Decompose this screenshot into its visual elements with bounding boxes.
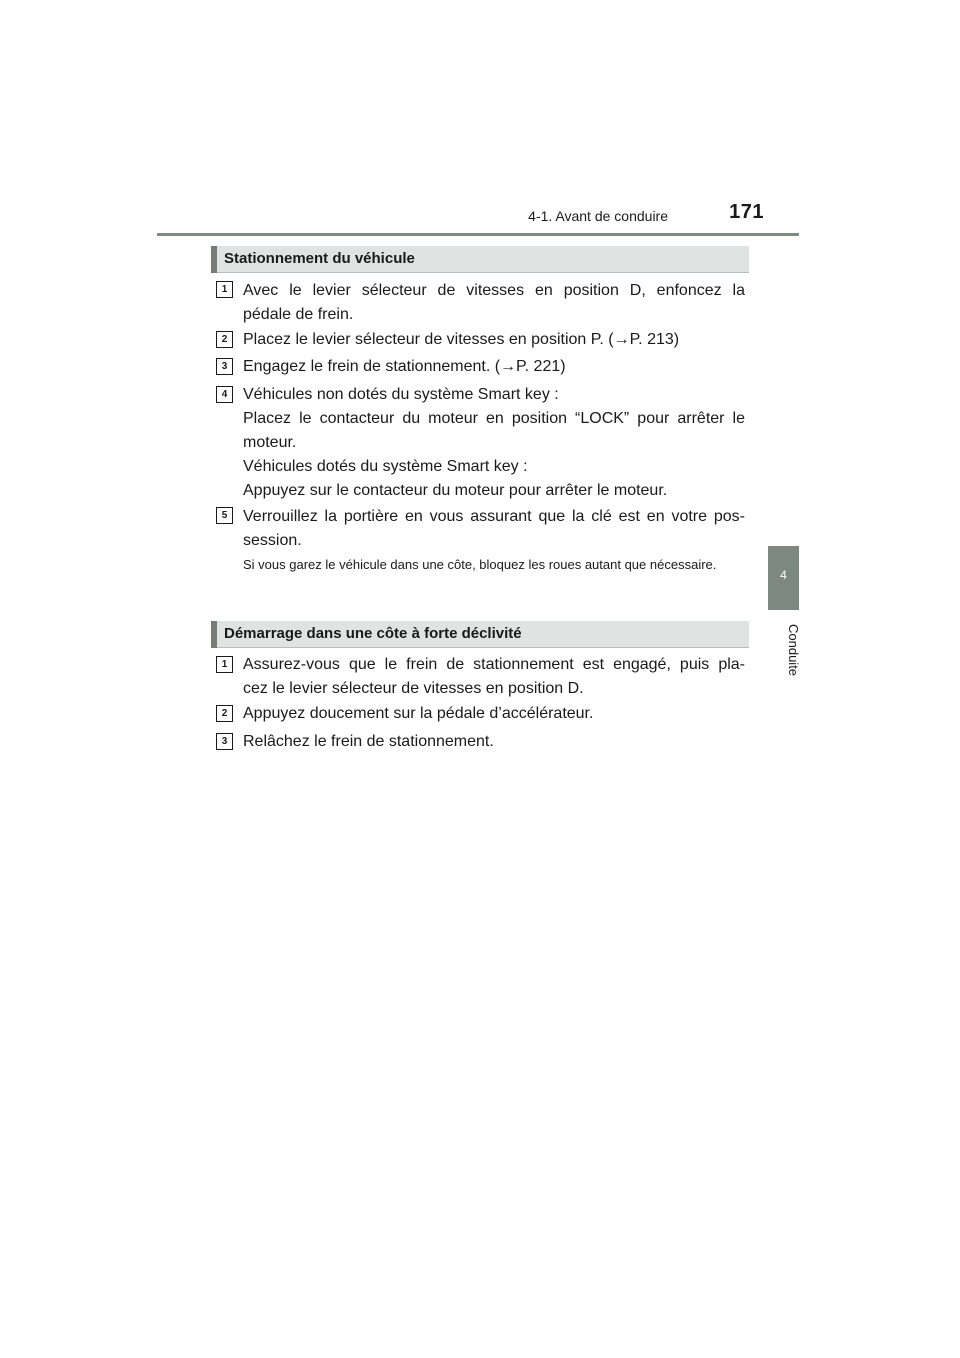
- step-line: Placez le contacteur du moteur en position “LOCK” pour arrêter le: [243, 410, 745, 427]
- page-number: 171: [729, 201, 764, 223]
- step-line: Verrouillez la portière en vous assurant que la clé est en votre pos-: [243, 508, 745, 525]
- step-text: [243, 505, 745, 553]
- chapter-tab: [768, 546, 799, 610]
- step-line: Appuyez sur le contacteur du moteur pour arrêter le moteur.: [243, 482, 668, 499]
- header-section-label: 4-1. Avant de conduire: [528, 208, 668, 224]
- section-heading-bar: [211, 621, 217, 648]
- note-line: nécessaire.: [649, 557, 717, 572]
- step-line: Avec le levier sélecteur de vitesses en position D, enfoncez la: [243, 282, 745, 299]
- step-line: session.: [243, 532, 302, 549]
- step-line: cez le levier sélecteur de vitesses en position D.: [243, 680, 584, 697]
- note-line: Si vous garez le véhicule dans une côte, bloquez les roues autant que: [243, 557, 647, 572]
- step-number-box: 1: [216, 281, 233, 298]
- step-text: [243, 730, 745, 754]
- page-header: [0, 0, 960, 240]
- step-line: pédale de frein.: [243, 306, 354, 323]
- section-title: Stationnement du véhicule: [224, 250, 415, 267]
- step-line: Appuyez doucement sur la pédale d’accélérateur.: [243, 705, 594, 722]
- section-heading-bar: [211, 246, 217, 273]
- step-number-box: 2: [216, 705, 233, 722]
- header-rule: [157, 233, 799, 236]
- step-number-box: 1: [216, 656, 233, 673]
- step-line: Véhicules non dotés du système Smart key :: [243, 386, 559, 403]
- step-text: [243, 702, 745, 726]
- step-text: [243, 355, 745, 379]
- step-line: Placez le levier sélecteur de vitesses en position P. (→P. 213): [243, 331, 680, 348]
- chapter-label: Conduite: [786, 623, 801, 677]
- step-text: [243, 653, 745, 701]
- step-text: [243, 383, 745, 455]
- step-text-continued: [243, 455, 745, 503]
- step-line: moteur.: [243, 434, 297, 451]
- step-number-box: 4: [216, 386, 233, 403]
- step-number-box: 2: [216, 331, 233, 348]
- step-number-box: 3: [216, 358, 233, 375]
- step-number-box: 3: [216, 733, 233, 750]
- parking-note: [243, 554, 745, 576]
- step-line: Véhicules dotés du système Smart key :: [243, 458, 528, 475]
- section-heading-hill-start: [211, 621, 749, 648]
- section-title: Démarrage dans une côte à forte déclivité: [224, 625, 522, 642]
- section-heading-parking: [211, 246, 749, 273]
- step-text: [243, 279, 745, 327]
- step-line: Relâchez le frein de stationnement.: [243, 733, 494, 750]
- chapter-number: 4: [780, 568, 787, 582]
- step-text: [243, 328, 745, 352]
- step-number-box: 5: [216, 507, 233, 524]
- step-line: Assurez-vous que le frein de stationnement est engagé, puis pla-: [243, 656, 745, 673]
- step-line: Engagez le frein de stationnement. (→P. 221): [243, 358, 566, 375]
